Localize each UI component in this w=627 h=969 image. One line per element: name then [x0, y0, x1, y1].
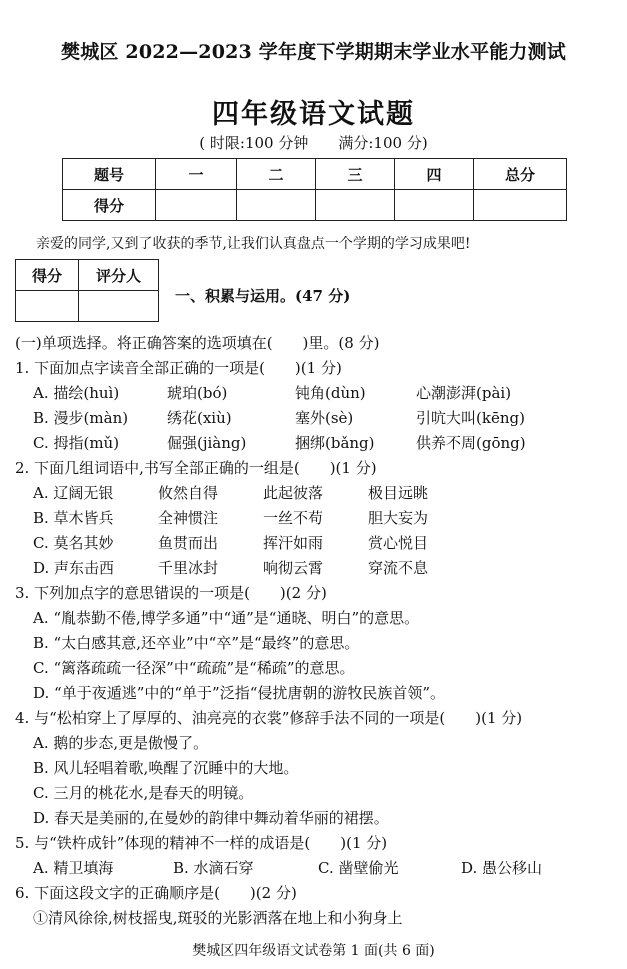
- q2-option: A. 辽阔无银: [33, 484, 114, 502]
- q1-option: 倔强(jiàng): [167, 434, 247, 452]
- q2-option: 千里冰封: [158, 559, 219, 577]
- q2-option: 赏心悦目: [368, 534, 429, 552]
- q4-option: A. 鹅的步态,更是傲慢了。: [33, 734, 209, 752]
- q1-option: B. 漫步(màn): [33, 409, 129, 427]
- q2-option: 挥汗如雨: [263, 534, 324, 552]
- q3-option: B. “太白感其意,还卒业”中“卒”是“最终”的意思。: [33, 634, 360, 652]
- question-3-stem: 3. 下列加点字的意思错误的一项是( )(2 分): [15, 584, 327, 602]
- question-1-stem: 1. 下面加点字读音全部正确的一项是( )(1 分): [15, 359, 342, 377]
- score-cell[interactable]: [395, 190, 474, 221]
- q1-option: C. 拇指(mǔ): [33, 434, 120, 452]
- q1-option: 心潮澎湃(pài): [416, 384, 512, 402]
- section-heading: 一、积累与运用。(47 分): [175, 287, 351, 305]
- q5-option: B. 水滴石穿: [173, 859, 254, 877]
- q2-option: B. 草木皆兵: [33, 509, 114, 527]
- part-instruction: (一)单项选择。将正确答案的选项填在( )里。(8 分): [15, 334, 380, 352]
- greeting-text: 亲爱的同学,又到了收获的季节,让我们认真盘点一个学期的学习成果吧!: [36, 236, 471, 252]
- q1-option: A. 描绘(huì): [33, 384, 120, 402]
- q5-option: A. 精卫填海: [33, 859, 114, 877]
- score-header-cell: 总分: [474, 159, 567, 190]
- grader-name-label: 评分人: [79, 260, 159, 291]
- q1-option: 绣花(xiù): [167, 409, 232, 427]
- score-table-score-row: [63, 190, 567, 221]
- q6-sentence: ①清风徐徐,树枝摇曳,斑驳的光影洒落在地上和小狗身上: [33, 909, 403, 927]
- q1-option: 引吭大叫(kēng): [416, 409, 525, 427]
- q1-option: 琥珀(bó): [167, 384, 228, 402]
- exam-subtitle: ( 时限:100 分钟 满分:100 分): [199, 134, 428, 152]
- q3-option: A. “胤恭勤不倦,博学多通”中“通”是“通晓、明白”的意思。: [33, 609, 420, 627]
- question-4-stem: 4. 与“松柏穿上了厚厚的、油亮亮的衣裳”修辞手法不同的一项是( )(1 分): [15, 709, 523, 727]
- score-cell[interactable]: [237, 190, 316, 221]
- q3-option: D. “单于夜遁逃”中的“单于”泛指“侵扰唐朝的游牧民族首领”。: [33, 684, 446, 702]
- score-table-header-row: [63, 159, 567, 190]
- page-title: 四年级语文试题: [212, 99, 415, 130]
- q4-option: C. 三月的桃花水,是春天的明镜。: [33, 784, 254, 802]
- q1-option: 供养不周(gōng): [416, 434, 526, 452]
- score-header-cell: 四: [395, 159, 474, 190]
- q1-option: 捆绑(bǎng): [295, 434, 375, 452]
- score-header-cell: 三: [316, 159, 395, 190]
- score-header-cell: 一: [156, 159, 237, 190]
- score-header-cell: 二: [237, 159, 316, 190]
- q3-option: C. “篱落疏疏一径深”中“疏疏”是“稀疏”的意思。: [33, 659, 355, 677]
- question-5-stem: 5. 与“铁杵成针”体现的精神不一样的成语是( )(1 分): [15, 834, 388, 852]
- q2-option: 响彻云霄: [263, 559, 324, 577]
- score-table: [62, 158, 567, 221]
- score-cell[interactable]: [156, 190, 237, 221]
- grader-name-cell[interactable]: [79, 291, 159, 322]
- q5-option: D. 愚公移山: [461, 859, 543, 877]
- score-header-cell: 题号: [63, 159, 156, 190]
- q2-option: 鱼贯而出: [158, 534, 219, 552]
- q2-option: 此起彼落: [263, 484, 324, 502]
- q2-option: 胆大妄为: [368, 509, 429, 527]
- q2-option: 穿流不息: [368, 559, 429, 577]
- q1-option: 钝角(dùn): [295, 384, 366, 402]
- q2-option: 极目远眺: [368, 484, 429, 502]
- page-footer: 樊城区四年级语文试卷第 1 面(共 6 面): [192, 943, 435, 959]
- question-2-stem: 2. 下面几组词语中,书写全部正确的一组是( )(1 分): [15, 459, 377, 477]
- score-cell[interactable]: [474, 190, 567, 221]
- q4-option: B. 风儿轻唱着歌,唤醒了沉睡中的大地。: [33, 759, 299, 777]
- q2-option: C. 莫名其妙: [33, 534, 114, 552]
- grader-table: [15, 259, 159, 322]
- grader-score-cell[interactable]: [16, 291, 79, 322]
- q4-option: D. 春天是美丽的,在曼妙的韵律中舞动着华丽的裙摆。: [33, 809, 389, 827]
- question-6-stem: 6. 下面这段文字的正确顺序是( )(2 分): [15, 884, 297, 902]
- q1-option: 塞外(sè): [295, 409, 354, 427]
- q2-option: 全神惯注: [158, 509, 219, 527]
- exam-header: 樊城区 2022—2023 学年度下学期期末学业水平能力测试: [61, 41, 566, 63]
- q2-option: 攸然自得: [158, 484, 219, 502]
- q2-option: D. 声东击西: [33, 559, 115, 577]
- score-row-label: 得分: [63, 190, 156, 221]
- score-cell[interactable]: [316, 190, 395, 221]
- q2-option: 一丝不苟: [263, 509, 324, 527]
- q5-option: C. 凿壁偷光: [318, 859, 399, 877]
- grader-score-label: 得分: [16, 260, 79, 291]
